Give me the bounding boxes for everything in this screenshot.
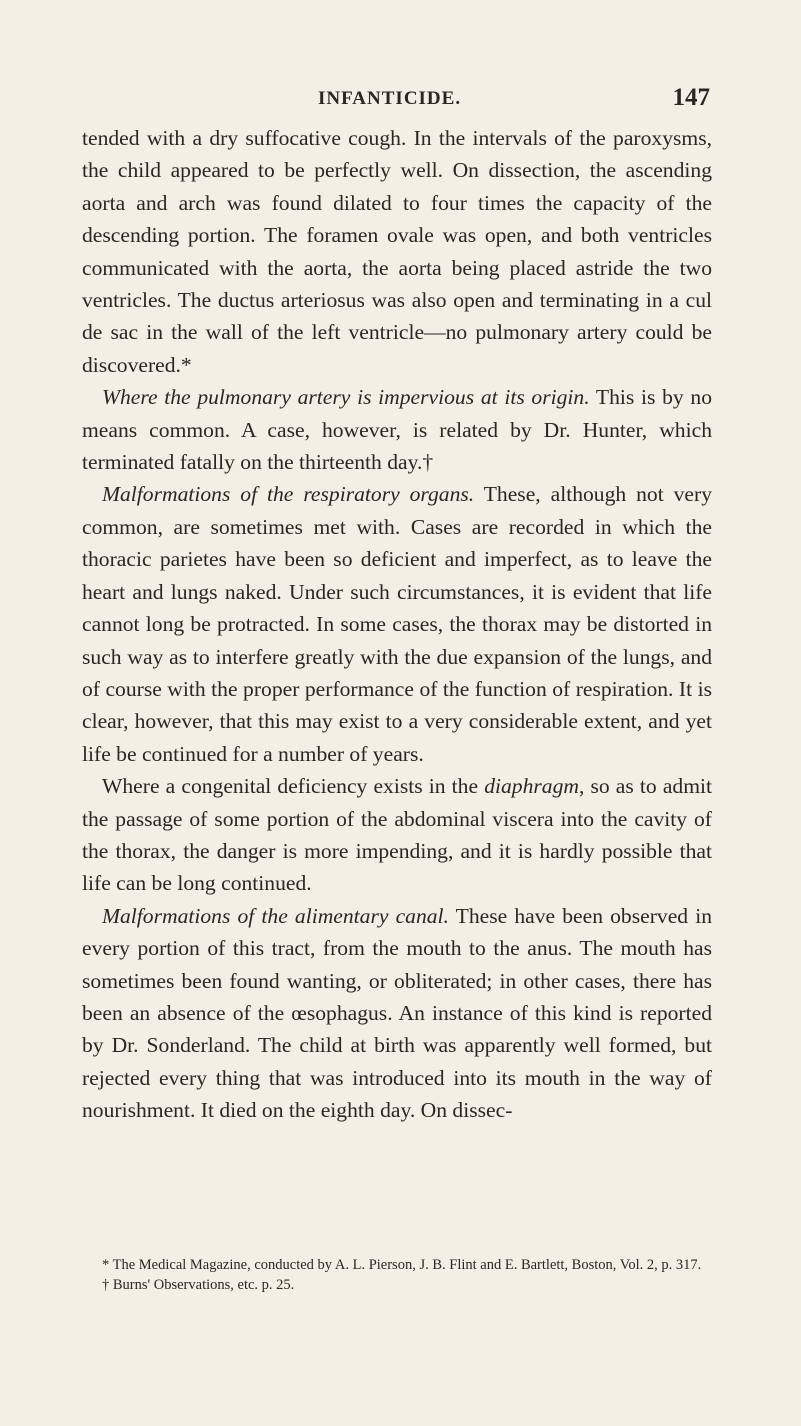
footnote-1: * The Medical Magazine, conducted by A. L. Pierson, J. B. Flint and E. Bartlett, Boston, Vol. 2, p. 317. [102,1257,702,1273]
page-number: 147 [672,84,710,111]
emphasis-diaphragm: diaphragm [484,774,579,799]
text-run: These have been observed in every portion of this tract, from the mouth to the anus. The mouth has sometimes been found wanting, or obliterated; in other cases, there has been an absence of the œsophagus. An instance of this kind is reported by Dr. Sonderland. The child at birth was apparently well formed, but rejected every thing that was introduced into its mouth in the way of nourishment. It died on the eighth day. On dissec- [82,903,712,1123]
section-heading-alimentary-canal: Malformations of the alimentary canal. [102,903,449,928]
footnotes [82,1255,712,1295]
paragraph-diaphragm [82,770,712,900]
running-title: INFANTICIDE. [318,88,462,109]
text-run: Where a congenital deficiency exists in the [102,774,485,799]
body-text [82,122,712,1127]
paragraph-pulmonary-artery [82,381,712,478]
text-run: , so as to admit the passage of some portion of the abdominal viscera into the cavity of the thorax, the danger is more impending, and it is hardly possible that life can be long continued. [82,774,713,896]
running-head [318,84,710,114]
paragraph-alimentary-canal [82,900,712,1127]
section-heading-respiratory-organs: Malformations of the respiratory organs. [102,482,475,507]
footnote-2: † Burns' Observations, etc. p. 25. [102,1277,295,1293]
text-run: tended with a dry suffocative cough. In the intervals of the paroxysms, the child appeared to be perfectly well. On dissection, the ascending aorta and arch was found dilated to four times the capacity of the descending portion. The foramen ovale was open, and both ventricles communicated with the aorta, the aorta being placed astride the two ventricles. The ductus arteriosus was also open and terminating in a cul de sac in the wall of the left ventricle—no pulmonary artery could be discovered.* [82,126,712,377]
paragraph-respiratory-organs [82,478,712,770]
section-heading-pulmonary-artery: Where the pulmonary artery is impervious at its origin. [102,385,590,410]
paragraph-continuation [82,122,712,381]
text-run: This is by no means common. A case, however, is related by Dr. Hunter, which terminated fatally on the thirteenth day.† [82,385,712,475]
text-run: These, although not very common, are sometimes met with. Cases are recorded in which the thoracic parietes have been so deficient and imperfect, as to leave the heart and lungs naked. Under such circumstances, it is evident that life cannot long be protracted. In some cases, the thorax may be distorted in such way as to interfere greatly with the due expansion of the lungs, and of course with the proper performance of the function of respiration. It is clear, however, that this may exist to a very considerable extent, and yet life be continued for a number of years. [82,482,712,766]
